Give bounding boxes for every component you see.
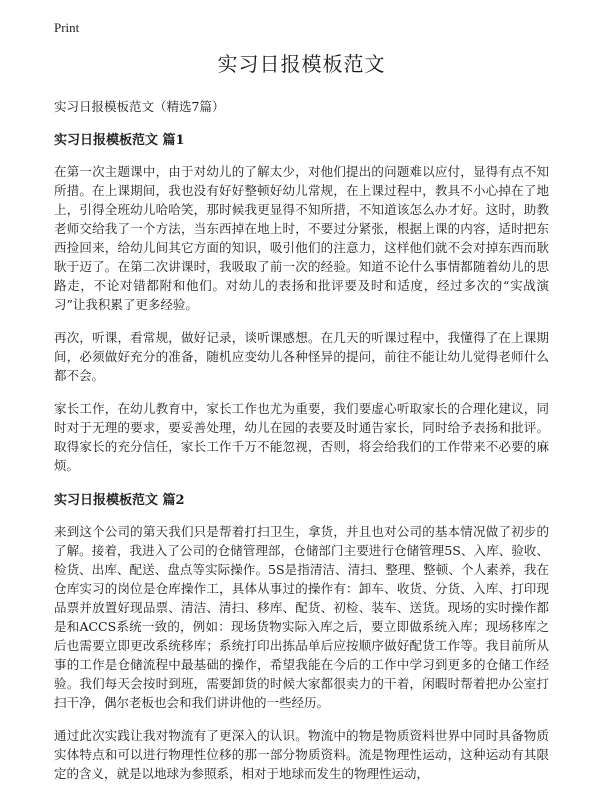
document-title: 实习日报模板范文 [217,52,386,76]
paragraph: 家长工作，在幼儿教育中，家长工作也尤为重要，我们要虚心听取家长的合理化建议，同时对于无理的要求，要妥善处理，幼儿在园的表要及时通告家长，同时给予表扬和批评。取得家长的充分信任，家长工作千万不能忽视，否则，将会给我们的工作带来不必要的麻烦。 [54,401,549,473]
section-2 [54,489,549,783]
section-heading: 实习日报模板范文 篇1 [54,133,185,148]
paragraph: 来到这个公司的第天我们只是帮着打扫卫生，拿货，并且也对公司的基本情况做了初步的了解。接着，我进入了公司的仓储管理部，仓储部门主要进行仓储管理5S、入库、验收、检货、出库、配送、盘点等实际操作。5S是指清洁、清扫、整理、整顿、个人素养，我在仓库实习的岗位是仓库操作工，具体从事过的操作有：卸车、收货、分货、入库、打印现品票并放置好现品票、清洁、清扫、移库、配货、初检、装车、送货。现场的实时操作都是和ACCS系统一致的，例如：现场货物实际入库之后，要立即做系统入库；现场移库之后也需要立即更改系统移库；系统打印出拣品单后应按顺序做好配货工作等。我目前所从事的工作是仓储流程中最基础的操作，希望我能在今后的工作中学习到更多的仓储工作经验。我们每天会按时到班，需要卸货的时候大家都很卖力的干着，闲暇时帮着把办公室打扫干净，偶尔老板也会和我们讲讲他的一些经历。 [54,524,549,710]
document-subtitle: 实习日报模板范文（精选7篇） [54,99,225,114]
print-link[interactable]: Print [54,20,80,35]
document-page [54,48,549,797]
paragraph: 通过此次实践让我对物流有了更深入的认识。物流中的物是物质资料世界中同时具备物质实体特点和可以进行物理性位移的那一部分物质资料。流是物理性运动，这种运动有其限定的含义，就是以地球为参照系，相对于地球而发生的物理性运动， [54,728,549,781]
section-1 [54,129,549,475]
section-heading: 实习日报模板范文 篇2 [54,493,185,508]
paragraph: 在第一次主题课中，由于对幼儿的了解太少，对他们提出的问题难以应付，显得有点不知所措。在上课期间，我也没有好好整顿好幼儿常规，在上课过程中，教具不小心掉在了地上，引得全班幼儿哈哈笑，那时候我更显得不知所措，不知道该怎么办才好。这时，助教老师交给我了一个方法，当东西掉在地上时，不要过分紧张，根据上课的内容，适时把东西捡回来，给幼儿间其它方面的知识，吸引他们的注意力，这样他们就不会对掉东西而耿耿于迈了。在第二次讲课时，我吸取了前一次的经验。知道不论什么事情都随着幼儿的思路走，不论对错都附和他们。对幼儿的表扬和批评要及时和适度，经过多次的“实战演习”让我积累了更多经验。 [54,164,549,312]
paragraph: 再次，听课，看常规，做好记录，谈听课感想。在几天的听课过程中，我懂得了在上课期间，必须做好充分的准备，随机应变幼儿各种怪异的提问，前往不能让幼儿觉得老师什么都不会。 [54,330,549,383]
